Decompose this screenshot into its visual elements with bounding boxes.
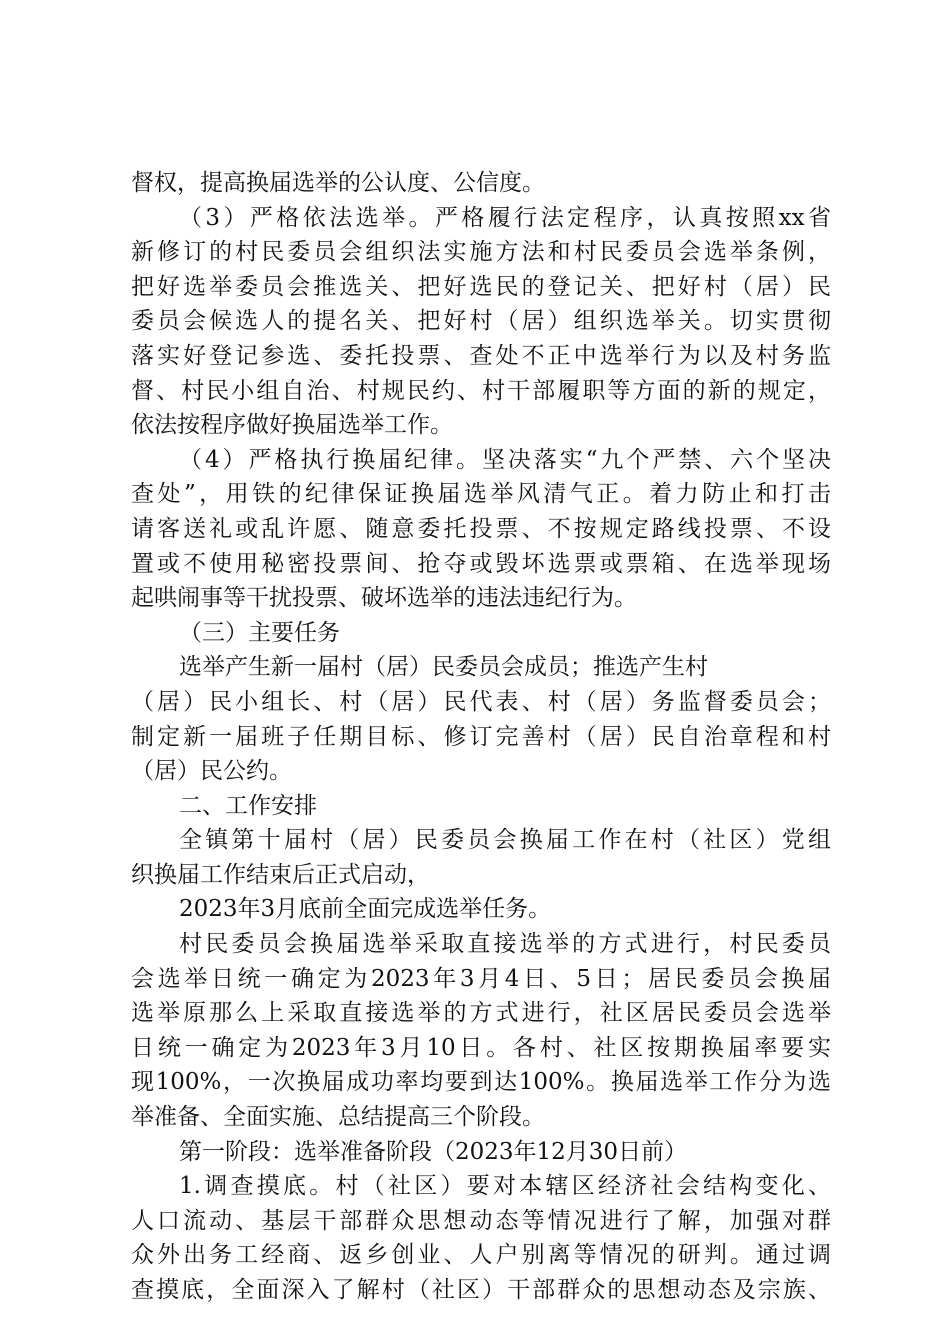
text-line: 日统一确定为2023年3月10日。各村、社区按期换届率要实 bbox=[131, 1034, 831, 1061]
text-line: 选举原那么上采取直接选举的方式进行，社区居民委员会选举 bbox=[131, 1000, 831, 1027]
text-line: 选举产生新一届村（居）民委员会成员；推选产生村 bbox=[179, 654, 708, 681]
text-line: 委员会候选人的提名关、把好村（居）组织选举关。切实贯彻 bbox=[131, 308, 831, 335]
text-line: 举准备、全面实施、总结提高三个阶段。 bbox=[131, 1104, 545, 1131]
text-line: 第一阶段：选举准备阶段（2023年12月30日前） bbox=[179, 1138, 688, 1165]
text-line: 查处”，用铁的纪律保证换届选举风清气正。着力防止和打击 bbox=[131, 481, 831, 508]
text-line: 依法按程序做好换届选举工作。 bbox=[131, 412, 453, 439]
text-line: 起哄闹事等干扰投票、破坏选举的违法违纪行为。 bbox=[131, 585, 637, 612]
text-line: 制定新一届班子任期目标、修订完善村（居）民自治章程和村 bbox=[131, 723, 831, 750]
text-line: 全镇第十届村（居）民委员会换届工作在村（社区）党组 bbox=[179, 827, 831, 854]
text-line: 督权，提高换届选举的公认度、公信度。 bbox=[131, 170, 545, 196]
text-line: （3）严格依法选举。严格履行法定程序，认真按照xx省 bbox=[179, 204, 831, 231]
text-line: 查摸底，全面深入了解村（社区）干部群众的思想动态及宗族、 bbox=[131, 1277, 831, 1303]
text-line: （居）民小组长、村（居）民代表、村（居）务监督委员会； bbox=[131, 688, 831, 715]
text-line: 会选举日统一确定为2023年3月4日、5日；居民委员会换届 bbox=[131, 965, 831, 992]
text-line: 人口流动、基层干部群众思想动态等情况进行了解，加强对群 bbox=[131, 1207, 831, 1234]
text-line: 众外出务工经商、返乡创业、人户别离等情况的研判。通过调 bbox=[131, 1242, 831, 1269]
text-line: 1.调查摸底。村（社区）要对本辖区经济社会结构变化、 bbox=[179, 1173, 831, 1200]
text-line: 把好选举委员会推选关、把好选民的登记关、把好村（居）民 bbox=[131, 273, 831, 300]
text-line: 督、村民小组自治、村规民约、村干部履职等方面的新的规定， bbox=[131, 377, 831, 404]
text-line: 2023年3月底前全面完成选举任务。 bbox=[179, 896, 552, 923]
text-line: 现100%，一次换届成功率均要到达100%。换届选举工作分为选 bbox=[131, 1069, 831, 1096]
text-line: 新修订的村民委员会组织法实施方法和村民委员会选举条例， bbox=[131, 239, 831, 266]
text-line: 织换届工作结束后正式启动， bbox=[131, 861, 430, 888]
text-line: 落实好登记参选、委托投票、查处不正中选举行为以及村务监 bbox=[131, 342, 831, 369]
text-line: （4）严格执行换届纪律。坚决落实“九个严禁、六个坚决 bbox=[179, 446, 831, 473]
document-page bbox=[131, 166, 831, 1308]
text-line: 请客送礼或乱许愿、随意委托投票、不按规定路线投票、不设 bbox=[131, 515, 831, 542]
text-line: 二、工作安排 bbox=[179, 792, 317, 819]
text-line: （居）民公约。 bbox=[131, 758, 292, 785]
text-line: （三）主要任务 bbox=[179, 619, 340, 646]
text-line: 村民委员会换届选举采取直接选举的方式进行，村民委员 bbox=[179, 931, 831, 958]
text-line: 置或不使用秘密投票间、抢夺或毁坏选票或票箱、在选举现场 bbox=[131, 550, 831, 577]
